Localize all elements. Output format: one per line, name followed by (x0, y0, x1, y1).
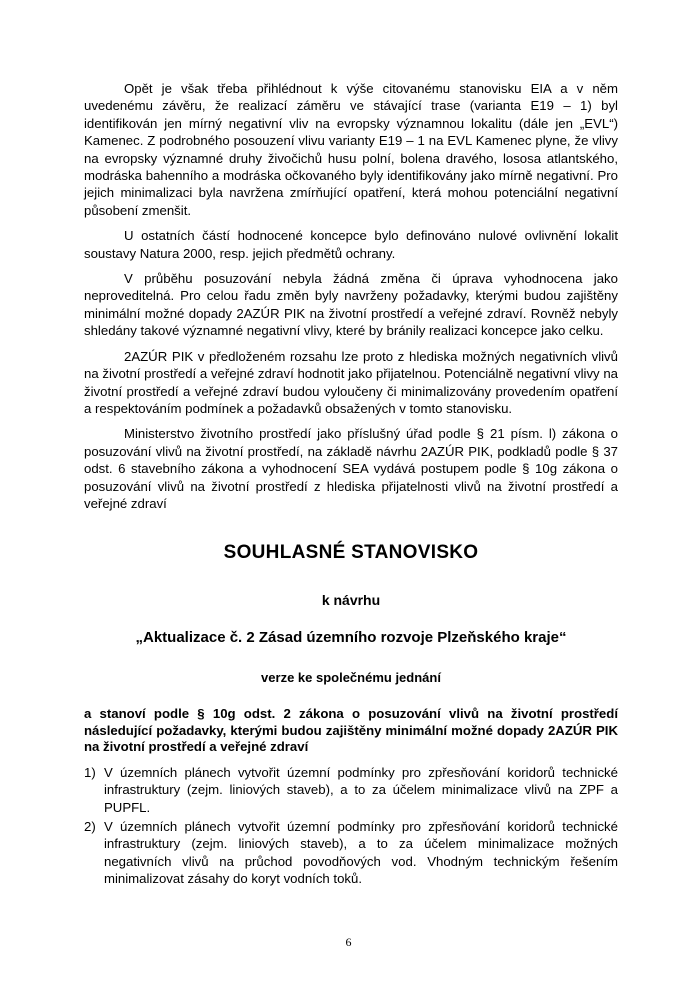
heading-main: SOUHLASNÉ STANOVISKO (223, 542, 479, 564)
requirement-item (84, 818, 618, 888)
paragraph-natura-2000: U ostatních částí hodnocené koncepce bylo definováno nulové ovlivnění lokalit soustavy Natura 2000, resp. jejich předmětů ochrany. (84, 228, 618, 261)
heading-version: verze ke společnému jednání (261, 670, 441, 686)
requirements-intro: a stanoví podle § 10g odst. 2 zákona o posuzování vlivů na životní prostředí následující požadavky, kterými budou zajištěny minimální možné dopady 2AZÚR PIK na životní prostředí a veřejné zdraví (84, 706, 618, 755)
heading-sub: k návrhu (321, 592, 381, 609)
requirement-number: 2) (84, 819, 96, 835)
requirement-text: V územních plánech vytvořit územní podmínky pro zpřesňování koridorů technické infrastruktury (zejm. liniových staveb), a to za účelem minimalizace vlivů na ZPF a PUPFL. (104, 764, 618, 815)
paragraph-eia-opinion: Opět je však třeba přihlédnout k výše citovanému stanovisku EIA a v něm uvedenému závěru, že realizací záměru ve stávající trase (varianta E19 – 1) byl identifikován jen mírný negativní vliv na evropsky významnou lokalitu (dále jen „EVL“) Kamenec. Z podrobného posouzení vlivu varianty E19 – 1 na EVL Kamenec plyne, že vlivy na evropsky významné druhy živočichů husu polní, bolena dravého, lososa atlantského, modráska bahenního a modráska očkovaného byly identifikovány jako mírně negativní. Pro jejich minimalizaci byla navržena zmírňující opatření, která mohou potenciální negativní působení zmenšit. (84, 81, 618, 218)
paragraph-assessment: V průběhu posuzování nebyla žádná změna či úprava vyhodnocena jako neproveditelná. Pro celou řadu změn byly navrženy požadavky, kterými budou zajištěny minimální možné dopady 2AZÚR PIK na životní prostředí a veřejné zdraví. Rovněž nebyly shledány takové významné negativní vlivy, které by bránily realizaci koncepce jako celku. (84, 271, 618, 339)
requirement-text: V územních plánech vytvořit územní podmínky pro zpřesňování koridorů technické infrastruktury (zejm. liniových staveb), a to za účelem minimalizace možných negativních vlivů na průchod povodňových vod. Vhodným technickým řešením minimalizovat zásahy do koryt vodních toků. (104, 819, 618, 887)
document-page (84, 80, 618, 890)
requirement-item (84, 764, 618, 816)
page-number: 6 (345, 935, 352, 949)
paragraph-ministry: Ministerstvo životního prostředí jako příslušný úřad podle § 21 písm. l) zákona o posuzování vlivů na životní prostředí, na základě návrhu 2AZÚR PIK, podkladů podle § 37 odst. 6 stavebního zákona a vyhodnocení SEA vydává postupem podle § 10g zákona o posuzování vlivů na životní prostředí z hlediska přijatelnosti vlivů na životní prostředí a veřejné zdraví (84, 426, 618, 511)
paragraph-acceptability: 2AZÚR PIK v předloženém rozsahu lze proto z hlediska možných negativních vlivů na životní prostředí a veřejné zdraví hodnotit jako přijatelnou. Potenciálně negativní vlivy na životní prostředí a veřejné zdraví budou vyloučeny či minimalizovány provedením opatření a respektováním podmínek a požadavků obsažených v tomto stanovisku. (84, 348, 618, 416)
heading-title: „Aktualizace č. 2 Zásad územního rozvoje Plzeňského kraje“ (135, 629, 567, 647)
requirements-list (84, 764, 618, 888)
requirement-number: 1) (84, 764, 96, 780)
